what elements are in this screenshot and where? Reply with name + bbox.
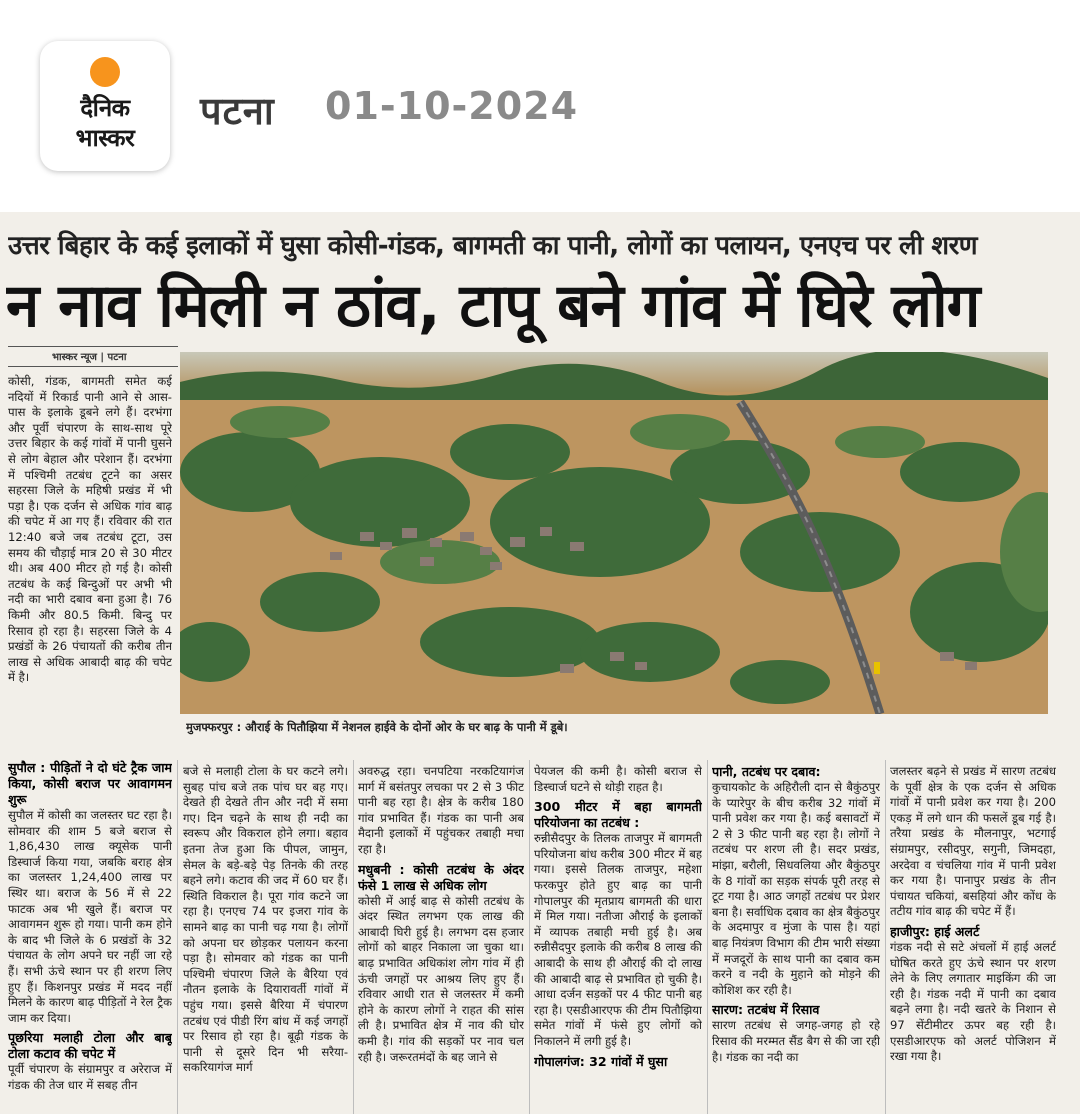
column-divider [353,760,354,1114]
article-column-3 [358,764,524,1114]
flood-aerial-photo [180,352,1048,714]
subhead-gopalganj: गोपालगंज: 32 गांवों में घुसा [534,1053,668,1069]
paragraph-madhubani: कोसी में आई बाढ़ से कोसी तटबंध के अंदर स्थित लगभग एक लाख की आबादी घिरी हुई है। लगभग दस हजार लोगों को बाहर निकाला जा चुका था। बाढ़ प्रभावित अधिकांश लोग गांव में ही ऊंची जगहों पर आश्रय लिए हुए हैं। रविवार आधी रात से जलस्तर में कमी होने के कारण लोगों ने राहत की सांस ली है। प्रभावित क्षेत्र में नाव की घोर कमी है। गांव की सड़कों पर नाव चल रही है। जरूरतमंदों के बह जाने से [358,893,524,1064]
newspaper-page [0,212,1080,1114]
dainik-bhaskar-logo[interactable] [40,41,170,171]
edition-city: पटना [200,89,275,133]
paragraph-saran: सारण तटबंध से जगह-जगह हो रहे रिसाव की मरम्मत सैंड बैग से की जा रही है। गंडक का नदी का [712,1018,880,1064]
subhead-saran: सारण: तटबंध में रिसाव [712,1002,820,1018]
article-column-2 [183,764,348,1114]
subhead-bagmati: 300 मीटर में बहा बागमती परियोजना का तटबंध : [534,799,702,831]
paragraph-hajipur: गंडक नदी से सटे अंचलों में हाई अलर्ट घोषित करते हुए ऊंचे स्थान पर शरण लेने के लिए लगातार माइकिंग की जा रही है। गंडक नदी में पानी का दबाव बढ़ने लगा है। नदी खतरे के निशान से 97 सेंटीमीटर ऊपर बह रही है। एसडीआरएफ को अलर्ट पोजिशन में रखा गया है। [890,939,1056,1064]
article-headline: न नाव मिली न ठांव, टापू बने गांव में घिरे लोग [6,271,980,341]
edition-date: 01-10-2024 [325,84,579,128]
flood-photo-illustration [180,352,1048,714]
subhead-madhubani: मधुबनी : कोसी तटबंध के अंदर फंसे 1 लाख से अधिक लोग [358,861,524,893]
paragraph-gopalganj: कुचायकोट के अहिरौली दान से बैकुंठपुर के प्यारेपुर के बीच करीब 32 गांवों में पानी प्रवेश कर गया है। कई बसावटों में 2 से 3 फीट पानी बह रहा है। लोगों ने तटबंध पर शरण ली है। सदर प्रखंड, मांझा, बरौली, सिधवलिया और बैकुंठपुर के 8 गांवों का सड़क संपर्क पूरी तरह से टूट गया है। आठ जगहों तटबंध पर प्रेशर बना है। सर्वाधिक दबाव का क्षेत्र बैकुंठपुर के अदमापुर व मुंजा के पास है। यहां बाढ़ नियंत्रण विभाग की टीम भारी संख्या में मजदूरों के साथ पानी का दबाव कम करने व नदी के मुहाने को मोड़ने की कोशिश कर रही है। [712,780,880,997]
article-column-intro [8,374,172,756]
column-divider [529,760,530,1114]
article-column-5 [712,764,880,1114]
sun-logo-icon [90,57,120,87]
paragraph-bagmati: रुन्नीसैदपुर के तिलक ताजपुर में बागमती परियोजना बांध करीब 300 मीटर में बह गया। इससे तिलक ताजपुर, महेशा फरकपुर होते हुए बाढ़ का पानी गोपालपुर की मृतप्राय बागमती की धारा में मिल गया। नतीजा औराई के इलाकों में व्यापक तबाही मची हुई है। अब रुन्नीसैदपुर इलाके की करीब 8 लाख की आबादी के साथ ही औराई की दो लाख की आबादी बाढ़ से प्रभावित हो चुकी है। आधा दर्जन सड़कों पर 4 फीट पानी बह रहा है। एसडीआरएफ की टीम पितौझिया समेत गांवों में फंसे हुए लोगों को निकालने में लगी हुई है। [534,831,702,1048]
paragraph-col2: बजे से मलाही टोला के घर कटने लगे। सुबह पांच बजे तक पांच घर बह गए। देखते ही देखते तीन और नदी में समा गए। दिन चढ़ने के साथ ही नदी का स्वरूप और विकराल होने लगा। बहाव इतना तेज हुआ कि पीपल, जामुन, सेमल के बड़े-बड़े पेड़ तिनके की तरह बहने लगे। कटाव की जद में 60 घर हैं। स्थिति विकराल है। पूरा गांव कटने जा रहा है। एनएच 74 पर इजरा गांव के सामने बाढ़ का पानी चढ़ गया है। लोगों को अपना घर छोड़कर पलायन करना पड़ा है। सोमवार को गंडक का पानी पश्चिमी चंपारण जिले के बैरिया एवं नौतन इलाके के दियारावर्ती गांवों में पहुंच गया। इससे बैरिया में चंपारण तटबंध एवं पीडी रिंग बांध में कई जगहों पर रिसाव हो रहा है। बूढ़ी गंडक के पानी से दूसरे दिन भी सरैया-सकरियागंज मार्ग [183,764,348,1075]
column-divider [177,760,178,1114]
photo-caption: मुजफ्फरपुर : औराई के पितौझिया में नेशनल हाईवे के दोनों ओर के घर बाढ़ के पानी में डूबे। [186,720,568,734]
logo-text-line1: दैनिक [80,94,130,122]
subhead-hajipur: हाजीपुर: हाई अलर्ट [890,923,980,939]
byline-rule-top [8,346,178,347]
subhead-puchhariya: पूछरिया मलाही टोला और बाबू टोला कटाव की चपेट में [8,1030,172,1062]
article-column-6 [890,764,1056,1114]
article-column-1 [8,760,172,1114]
article-kicker: उत्तर बिहार के कई इलाकों में घुसा कोसी-गंडक, बागमती का पानी, लोगों का पलायन, एनएच पर ली शरण [8,231,978,261]
paragraph-supaul: सुपौल में कोसी का जलस्तर घट रहा है। सोमवार की शाम 5 बजे बराज से 1,86,430 लाख क्यूसेक पानी डिस्चार्ज किया गया, जबकि बराह क्षेत्र का जलस्तर 1,24,400 लाख पर स्थिर था। बराज के 56 में से 22 फाटक अब भी खुले हैं। बराज पर आवागमन शुरू हो गया। पानी कम होने के बाद भी जिले के 6 प्रखंडों के 32 पंचायत के लोग अपने घर नहीं जा रहे हैं। सभी ऊंचे स्थान पर ही शरण लिए हुए हैं। किशनपुर प्रखंड में मदद नहीं मिलने के कारण बाढ़ पीड़ितों ने रेल ट्रैक जाम कर दिया। [8,808,172,1025]
column-divider [885,760,886,1114]
subhead-supaul: सुपौल : पीड़ितों ने दो घंटे ट्रैक जाम किया, कोसी बराज पर आवागमन शुरू [8,760,172,807]
logo-text-line2: भास्कर [75,124,135,152]
article-column-4 [534,764,702,1114]
header-bar [0,0,1080,210]
intro-paragraph: कोसी, गंडक, बागमती समेत कई नदियों में रिकार्ड पानी आने से आस-पास के इलाके डूबने लगे हैं। दरभंगा और पूर्वी चंपारण के साथ-साथ पूरे उत्तर बिहार के कई गांवों में पानी घुसने से लोग बेहाल और परेशान हैं। दरभंगा में पश्चिमी तटबंध टूटने का असर सहरसा जिले के महिषी प्रखंड में भी पड़ा है। एक दर्जन से अधिक गांव बाढ़ की चपेट में आ गए हैं। रविवार की रात 12:40 बजे जब तटबंध टूटा, उस समय की चौड़ाई मात्र 20 से 30 मीटर थी। अब 400 मीटर हो गई है। कोसी तटबंध के कई बिन्दुओं पर अभी भी नदी का भारी दबाव बना हुआ है। 76 किमी और 80.5 किमी. बिन्दु पर रिसाव हो रहा है। सहरसा जिले के 4 प्रखंडों के 26 पंचायतों की करीब तीन लाख से अधिक आबादी बाढ़ की चपेट में है। [8,374,172,685]
byline-rule-bottom [8,366,178,367]
column-divider [707,760,708,1114]
article-byline: भास्कर न्यूज | पटना [52,352,127,363]
paragraph-puchhariya: पूर्वी चंपारण के संग्रामपुर व अरेराज में गंडक की तेज धार में सबह तीन [8,1062,172,1092]
paragraph-col6-top: जलस्तर बढ़ने से प्रखंड में सारण तटबंध के पूर्वी क्षेत्र के एक दर्जन से अधिक गांवों में पानी प्रवेश कर गया है। 200 एकड़ में लगे धान की फसलें डूब गई है। तरैया प्रखंड के मौलनापुर, भटगाई संग्रामपुर, रसीदपुर, सगुनी, जिमदहा, अरदेवा व चंचलिया गांव में पानी प्रवेश कर गया है। पानापुर प्रखंड के तीन पंचायत चकियां, बसहियां और कोंध के तटीय गांव बाढ़ की चपेट में हैं। [890,764,1056,919]
subhead-gopalganj-cont: पानी, तटबंध पर दबाव: [712,764,821,779]
paragraph-col4-top: पेयजल की कमी है। कोसी बराज से डिस्चार्ज घटने से थोड़ी राहत है। [534,764,702,794]
paragraph-col3-top: अवरुद्ध रहा। चनपटिया नरकटियागंज मार्ग में बसंतपुर लचका पर 2 से 3 फीट पानी बह रहा है। क्षेत्र के करीब 180 गांव प्रभावित हैं। गंडक का पानी अब मैदानी इलाकों में पहुंचकर तबाही मचा रहा है। [358,764,524,856]
